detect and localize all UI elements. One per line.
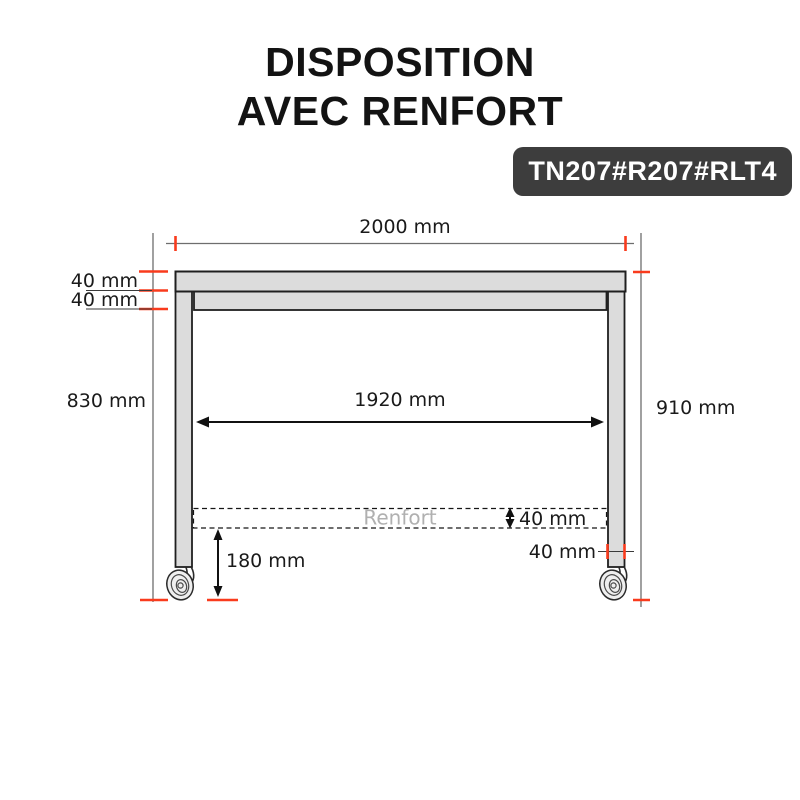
dim-inner-width-label: 1920 mm [354,389,446,411]
dim-floor-gap-arrow-up [214,529,223,540]
frame-rail [194,292,607,311]
dim-inner-width-arrow-right [591,417,604,428]
dim-inner-width [196,389,604,428]
caster-wheel-outer [163,567,197,604]
dim-floor-gap-arrow-down [214,586,223,597]
renfort-section [194,506,607,531]
dim-top-width-label: 2000 mm [359,216,451,238]
product-reference-label: TN207#R207#RLT4 [528,156,777,186]
dim-floor-gap [207,529,305,600]
caster-wheel-icon-left [163,567,197,604]
dim-right-height [633,233,735,607]
dim-top-width [166,216,634,251]
page-title-line2: AVEC RENFORT [236,88,564,134]
caster-wheel-icon-right [596,567,630,604]
dim-renfort-thickness-arrow-down [506,519,515,529]
right-leg [608,292,625,568]
dim-renfort-thickness-arrow-up [506,508,515,518]
tabletop [176,272,626,292]
dim-renfort-thickness-label: 40 mm [519,508,587,530]
dim-floor-gap-label: 180 mm [226,550,306,572]
dim-frame-thickness-label: 40 mm [70,289,138,311]
dim-left-chain [67,233,168,602]
dim-inner-width-arrow-left [196,417,209,428]
dim-right-height-label: 910 mm [656,397,736,419]
caster-wheel-outer [596,567,630,604]
page-title-line1: DISPOSITION [265,39,535,85]
dim-left-height-label: 830 mm [66,390,146,412]
dim-leg-width-label: 40 mm [528,541,596,563]
dim-top-thickness-label: 40 mm [70,270,138,292]
left-leg [176,292,193,568]
renfort-label: Renfort [363,505,437,530]
